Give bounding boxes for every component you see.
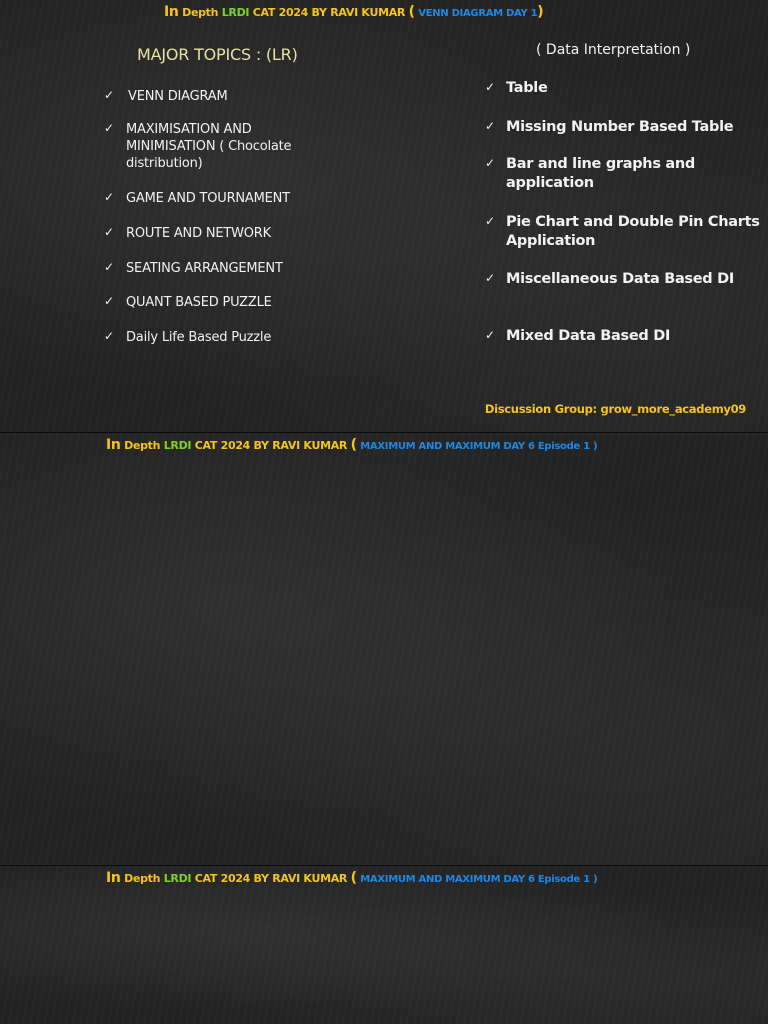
- di-topic-label: Mixed Data Based DI: [506, 328, 671, 344]
- checkmark-icon: ✓: [485, 156, 495, 170]
- lr-topic-label: QUANT BASED PUZZLE: [126, 295, 272, 310]
- header-course: CAT 2024 BY RAVI KUMAR: [194, 439, 348, 452]
- header-close-paren: ): [537, 4, 544, 20]
- lr-topic-label: GAME AND TOURNAMENT: [126, 191, 290, 206]
- slide-header: [164, 4, 543, 20]
- header-topic: VENN DIAGRAM DAY 1: [418, 8, 538, 19]
- discussion-group-note: Discussion Group: grow_more_academy09: [484, 402, 746, 416]
- slide-2: [0, 433, 768, 865]
- header-lrdi: LRDI: [163, 872, 192, 885]
- di-topic-label: Pie Chart and Double Pin Charts Application: [506, 214, 760, 249]
- header-lrdi: LRDI: [163, 439, 192, 452]
- header-depth: Depth: [124, 872, 161, 885]
- lr-topics-title: MAJOR TOPICS : (LR): [137, 45, 298, 64]
- checkmark-icon: ✓: [485, 119, 495, 133]
- header-depth: Depth: [124, 439, 161, 452]
- slide-3: [0, 866, 768, 1024]
- checkmark-icon: ✓: [104, 260, 114, 274]
- lr-topic-label: MAXIMISATION AND MINIMISATION ( Chocolate distribution): [126, 122, 292, 171]
- checkmark-icon: ✓: [485, 80, 495, 94]
- lr-topic-label: Daily Life Based Puzzle: [126, 330, 272, 345]
- header-open-paren: (: [350, 437, 357, 453]
- slide-header: [106, 437, 597, 453]
- header-course: CAT 2024 BY RAVI KUMAR: [194, 872, 348, 885]
- lr-topic-label: ROUTE AND NETWORK: [126, 226, 271, 241]
- lr-topic-label: SEATING ARRANGEMENT: [126, 261, 283, 276]
- header-in: In: [164, 4, 179, 20]
- header-in: In: [106, 870, 121, 886]
- checkmark-icon: ✓: [104, 329, 114, 343]
- checkmark-icon: ✓: [104, 190, 114, 204]
- header-open-paren: (: [350, 870, 357, 886]
- slide-header: [106, 870, 597, 886]
- checkmark-icon: ✓: [104, 88, 114, 102]
- checkmark-icon: ✓: [104, 121, 114, 135]
- di-topics-title: ( Data Interpretation ): [536, 42, 691, 58]
- header-lrdi: LRDI: [221, 6, 250, 19]
- checkmark-icon: ✓: [104, 294, 114, 308]
- di-topic-label: Missing Number Based Table: [506, 119, 734, 135]
- header-depth: Depth: [182, 6, 219, 19]
- header-topic: MAXIMUM AND MAXIMUM DAY 6 Episode 1 ): [360, 441, 598, 452]
- header-course: CAT 2024 BY RAVI KUMAR: [252, 6, 406, 19]
- checkmark-icon: ✓: [485, 214, 495, 228]
- checkmark-icon: ✓: [104, 225, 114, 239]
- di-topic-label: Table: [506, 80, 548, 96]
- header-in: In: [106, 437, 121, 453]
- di-topic-label: Miscellaneous Data Based DI: [506, 271, 734, 287]
- checkmark-icon: ✓: [485, 271, 495, 285]
- slide-1: [0, 0, 768, 432]
- di-topic-label: Bar and line graphs and application: [506, 156, 695, 191]
- checkmark-icon: ✓: [485, 328, 495, 342]
- header-open-paren: (: [408, 4, 415, 20]
- lr-topic-label: VENN DIAGRAM: [128, 89, 228, 104]
- header-topic: MAXIMUM AND MAXIMUM DAY 6 Episode 1 ): [360, 874, 598, 885]
